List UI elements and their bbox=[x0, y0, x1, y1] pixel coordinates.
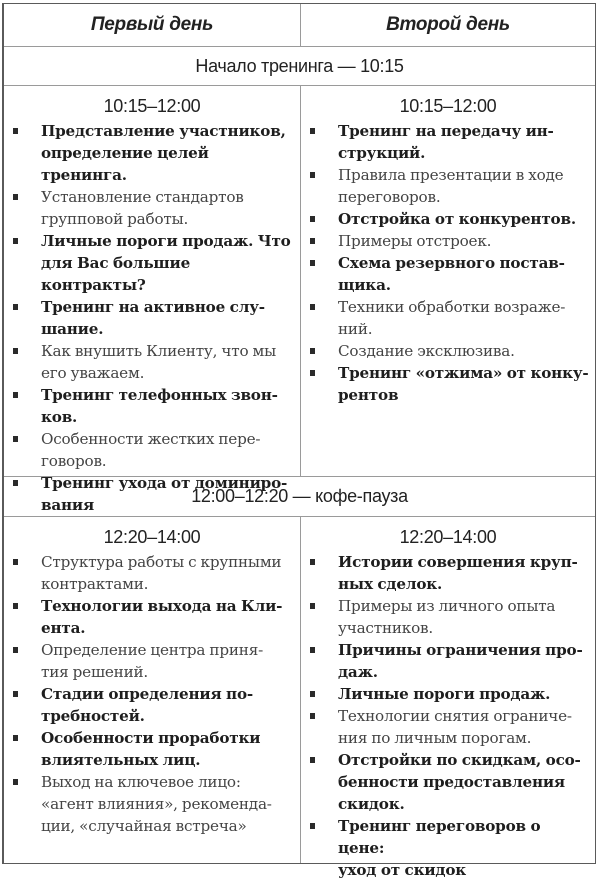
break-label: 12:00–12:20 — кофе-пауза bbox=[191, 486, 408, 506]
topic-text-line: вания bbox=[41, 496, 94, 514]
topic-item bbox=[301, 815, 595, 881]
topic-text-line: для Вас большие контракты? bbox=[41, 254, 191, 294]
topic-item bbox=[301, 595, 595, 639]
training-schedule-table bbox=[2, 3, 596, 879]
topic-text-line: Тренинг на активное слу- bbox=[41, 298, 265, 316]
topic-text-line: его уважаем. bbox=[41, 364, 145, 382]
session-cell-day2 bbox=[301, 86, 595, 476]
topic-item bbox=[301, 639, 595, 683]
square-bullet-icon bbox=[13, 436, 18, 442]
topic-item bbox=[4, 551, 300, 595]
square-bullet-icon bbox=[13, 348, 18, 354]
topic-text-line: ния по личным порогам. bbox=[338, 729, 532, 747]
topic-text-line: Создание эксклюзива. bbox=[338, 342, 515, 360]
topic-item bbox=[4, 428, 300, 472]
topic-item bbox=[4, 771, 300, 837]
topic-text-line: скидок. bbox=[338, 795, 405, 813]
topic-text-line: тия решений. bbox=[41, 663, 149, 681]
square-bullet-icon bbox=[13, 559, 18, 565]
session-row bbox=[4, 517, 595, 879]
topic-item bbox=[301, 164, 595, 208]
topic-item bbox=[4, 683, 300, 727]
topic-text-line: Истории совершения круп- bbox=[338, 553, 578, 571]
topic-text-line: бенности предоставления bbox=[338, 773, 565, 791]
topic-text-line: ных сделок. bbox=[338, 575, 443, 593]
topic-text-line: Технологии выхода на Кли- bbox=[41, 597, 283, 615]
topic-item bbox=[301, 705, 595, 749]
topic-item bbox=[301, 340, 595, 362]
break-row bbox=[4, 477, 595, 517]
topic-text-line: участников. bbox=[338, 619, 433, 637]
topic-text-line: контрактами. bbox=[41, 575, 149, 593]
topic-text-line: Примеры из личного опыта bbox=[338, 597, 556, 615]
topic-text-line: Причины ограничения про- bbox=[338, 641, 583, 659]
square-bullet-icon bbox=[13, 128, 18, 134]
topic-item bbox=[4, 340, 300, 384]
square-bullet-icon bbox=[310, 304, 315, 310]
topic-text-line: Личные пороги продаж. bbox=[338, 685, 551, 703]
topic-text-line: переговоров. bbox=[338, 188, 441, 206]
topic-item bbox=[301, 683, 595, 705]
topic-item bbox=[301, 252, 595, 296]
column-header-label: Второй день bbox=[386, 14, 510, 35]
topic-text-line: групповой работы. bbox=[41, 210, 189, 228]
square-bullet-icon bbox=[13, 603, 18, 609]
topic-text-line: Стадии определения по- bbox=[41, 685, 254, 703]
topic-item bbox=[301, 749, 595, 815]
square-bullet-icon bbox=[310, 603, 315, 609]
topic-item bbox=[4, 120, 300, 186]
topic-item bbox=[301, 230, 595, 252]
session-time: 10:15–12:00 bbox=[103, 96, 201, 116]
topic-item bbox=[301, 362, 595, 406]
square-bullet-icon bbox=[13, 194, 18, 200]
square-bullet-icon bbox=[310, 757, 315, 763]
square-bullet-icon bbox=[310, 260, 315, 266]
topic-item bbox=[301, 296, 595, 340]
topic-text-line: определение целей тренинга. bbox=[41, 144, 209, 184]
topic-item bbox=[4, 639, 300, 683]
topic-list bbox=[4, 120, 300, 516]
column-header-day1 bbox=[4, 4, 301, 46]
topic-list bbox=[301, 120, 595, 406]
topic-item bbox=[4, 296, 300, 340]
topic-text-line: Тренинг на передачу ин- bbox=[338, 122, 554, 140]
session-cell-day2 bbox=[301, 517, 595, 879]
topic-text-line: Тренинг телефонных звон- bbox=[41, 386, 278, 404]
topic-text-line: уход от скидок bbox=[338, 861, 467, 879]
topic-text-line: Особенности проработки bbox=[41, 729, 261, 747]
square-bullet-icon bbox=[13, 779, 18, 785]
square-bullet-icon bbox=[310, 823, 315, 829]
square-bullet-icon bbox=[310, 216, 315, 222]
header-row bbox=[4, 4, 595, 47]
session-cell-day1 bbox=[4, 517, 301, 863]
square-bullet-icon bbox=[310, 647, 315, 653]
topic-text-line: Тренинг «отжима» от конку- bbox=[338, 364, 589, 382]
topic-text-line: Техники обработки возраже- bbox=[338, 298, 566, 316]
topic-text-line: рентов bbox=[338, 386, 399, 404]
topic-text-line: требностей. bbox=[41, 707, 145, 725]
topic-text-line: Правила презентации в ходе bbox=[338, 166, 564, 184]
topic-text-line: ков. bbox=[41, 408, 78, 426]
square-bullet-icon bbox=[13, 735, 18, 741]
topic-item bbox=[301, 208, 595, 230]
topic-item bbox=[4, 384, 300, 428]
topic-text-line: Технологии снятия ограниче- bbox=[338, 707, 572, 725]
square-bullet-icon bbox=[13, 392, 18, 398]
topic-text-line: Схема резервного постав- bbox=[338, 254, 565, 272]
topic-text-line: говоров. bbox=[41, 452, 107, 470]
topic-item bbox=[4, 595, 300, 639]
topic-text-line: Тренинг ухода от доминиро- bbox=[41, 474, 288, 492]
topic-text-line: Личные пороги продаж. Что bbox=[41, 232, 291, 250]
topic-text-line: Как внушить Клиенту, что мы bbox=[41, 342, 277, 360]
topic-item bbox=[301, 551, 595, 595]
square-bullet-icon bbox=[13, 238, 18, 244]
topic-text-line: Примеры отстроек. bbox=[338, 232, 492, 250]
topic-text-line: влиятельных лиц. bbox=[41, 751, 201, 769]
topic-text-line: Представление участников, bbox=[41, 122, 286, 140]
topic-item bbox=[301, 120, 595, 164]
topic-text-line: щика. bbox=[338, 276, 391, 294]
square-bullet-icon bbox=[310, 348, 315, 354]
topic-text-line: даж. bbox=[338, 663, 378, 681]
topic-text-line: Выход на ключевое лицо: bbox=[41, 773, 241, 791]
square-bullet-icon bbox=[310, 559, 315, 565]
column-header-label: Первый день bbox=[90, 14, 214, 35]
break-cell bbox=[4, 477, 595, 516]
start-cell bbox=[4, 47, 595, 85]
topic-list bbox=[4, 551, 300, 837]
square-bullet-icon bbox=[13, 691, 18, 697]
session-time: 12:20–14:00 bbox=[399, 527, 497, 547]
topic-list bbox=[301, 551, 595, 881]
square-bullet-icon bbox=[310, 691, 315, 697]
square-bullet-icon bbox=[310, 370, 315, 376]
square-bullet-icon bbox=[13, 647, 18, 653]
topic-item bbox=[4, 230, 300, 296]
topic-text-line: Отстройка от конкурентов. bbox=[338, 210, 576, 228]
topic-text-line: Особенности жестких пере- bbox=[41, 430, 261, 448]
square-bullet-icon bbox=[310, 238, 315, 244]
topic-text-line: ний. bbox=[338, 320, 373, 338]
square-bullet-icon bbox=[310, 713, 315, 719]
topic-text-line: ции, «случайная встреча» bbox=[41, 817, 247, 835]
topic-text-line: струкций. bbox=[338, 144, 426, 162]
start-label: Начало тренинга — 10:15 bbox=[195, 56, 404, 76]
topic-text-line: шание. bbox=[41, 320, 104, 338]
topic-text-line: ента. bbox=[41, 619, 86, 637]
topic-text-line: «агент влияния», рекоменда- bbox=[41, 795, 272, 813]
session-time: 10:15–12:00 bbox=[399, 96, 497, 116]
square-bullet-icon bbox=[310, 172, 315, 178]
topic-text-line: Установление стандартов bbox=[41, 188, 244, 206]
topic-text-line: Определение центра приня- bbox=[41, 641, 264, 659]
start-row bbox=[4, 47, 595, 86]
column-header-day2 bbox=[301, 4, 595, 46]
topic-text-line: Отстройки по скидкам, осо- bbox=[338, 751, 581, 769]
square-bullet-icon bbox=[13, 304, 18, 310]
topic-text-line: Тренинг переговоров о цене: bbox=[338, 817, 541, 857]
session-time: 12:20–14:00 bbox=[103, 527, 201, 547]
square-bullet-icon bbox=[310, 128, 315, 134]
topic-item bbox=[4, 727, 300, 771]
topic-item bbox=[4, 186, 300, 230]
topic-text-line: Структура работы с крупными bbox=[41, 553, 282, 571]
